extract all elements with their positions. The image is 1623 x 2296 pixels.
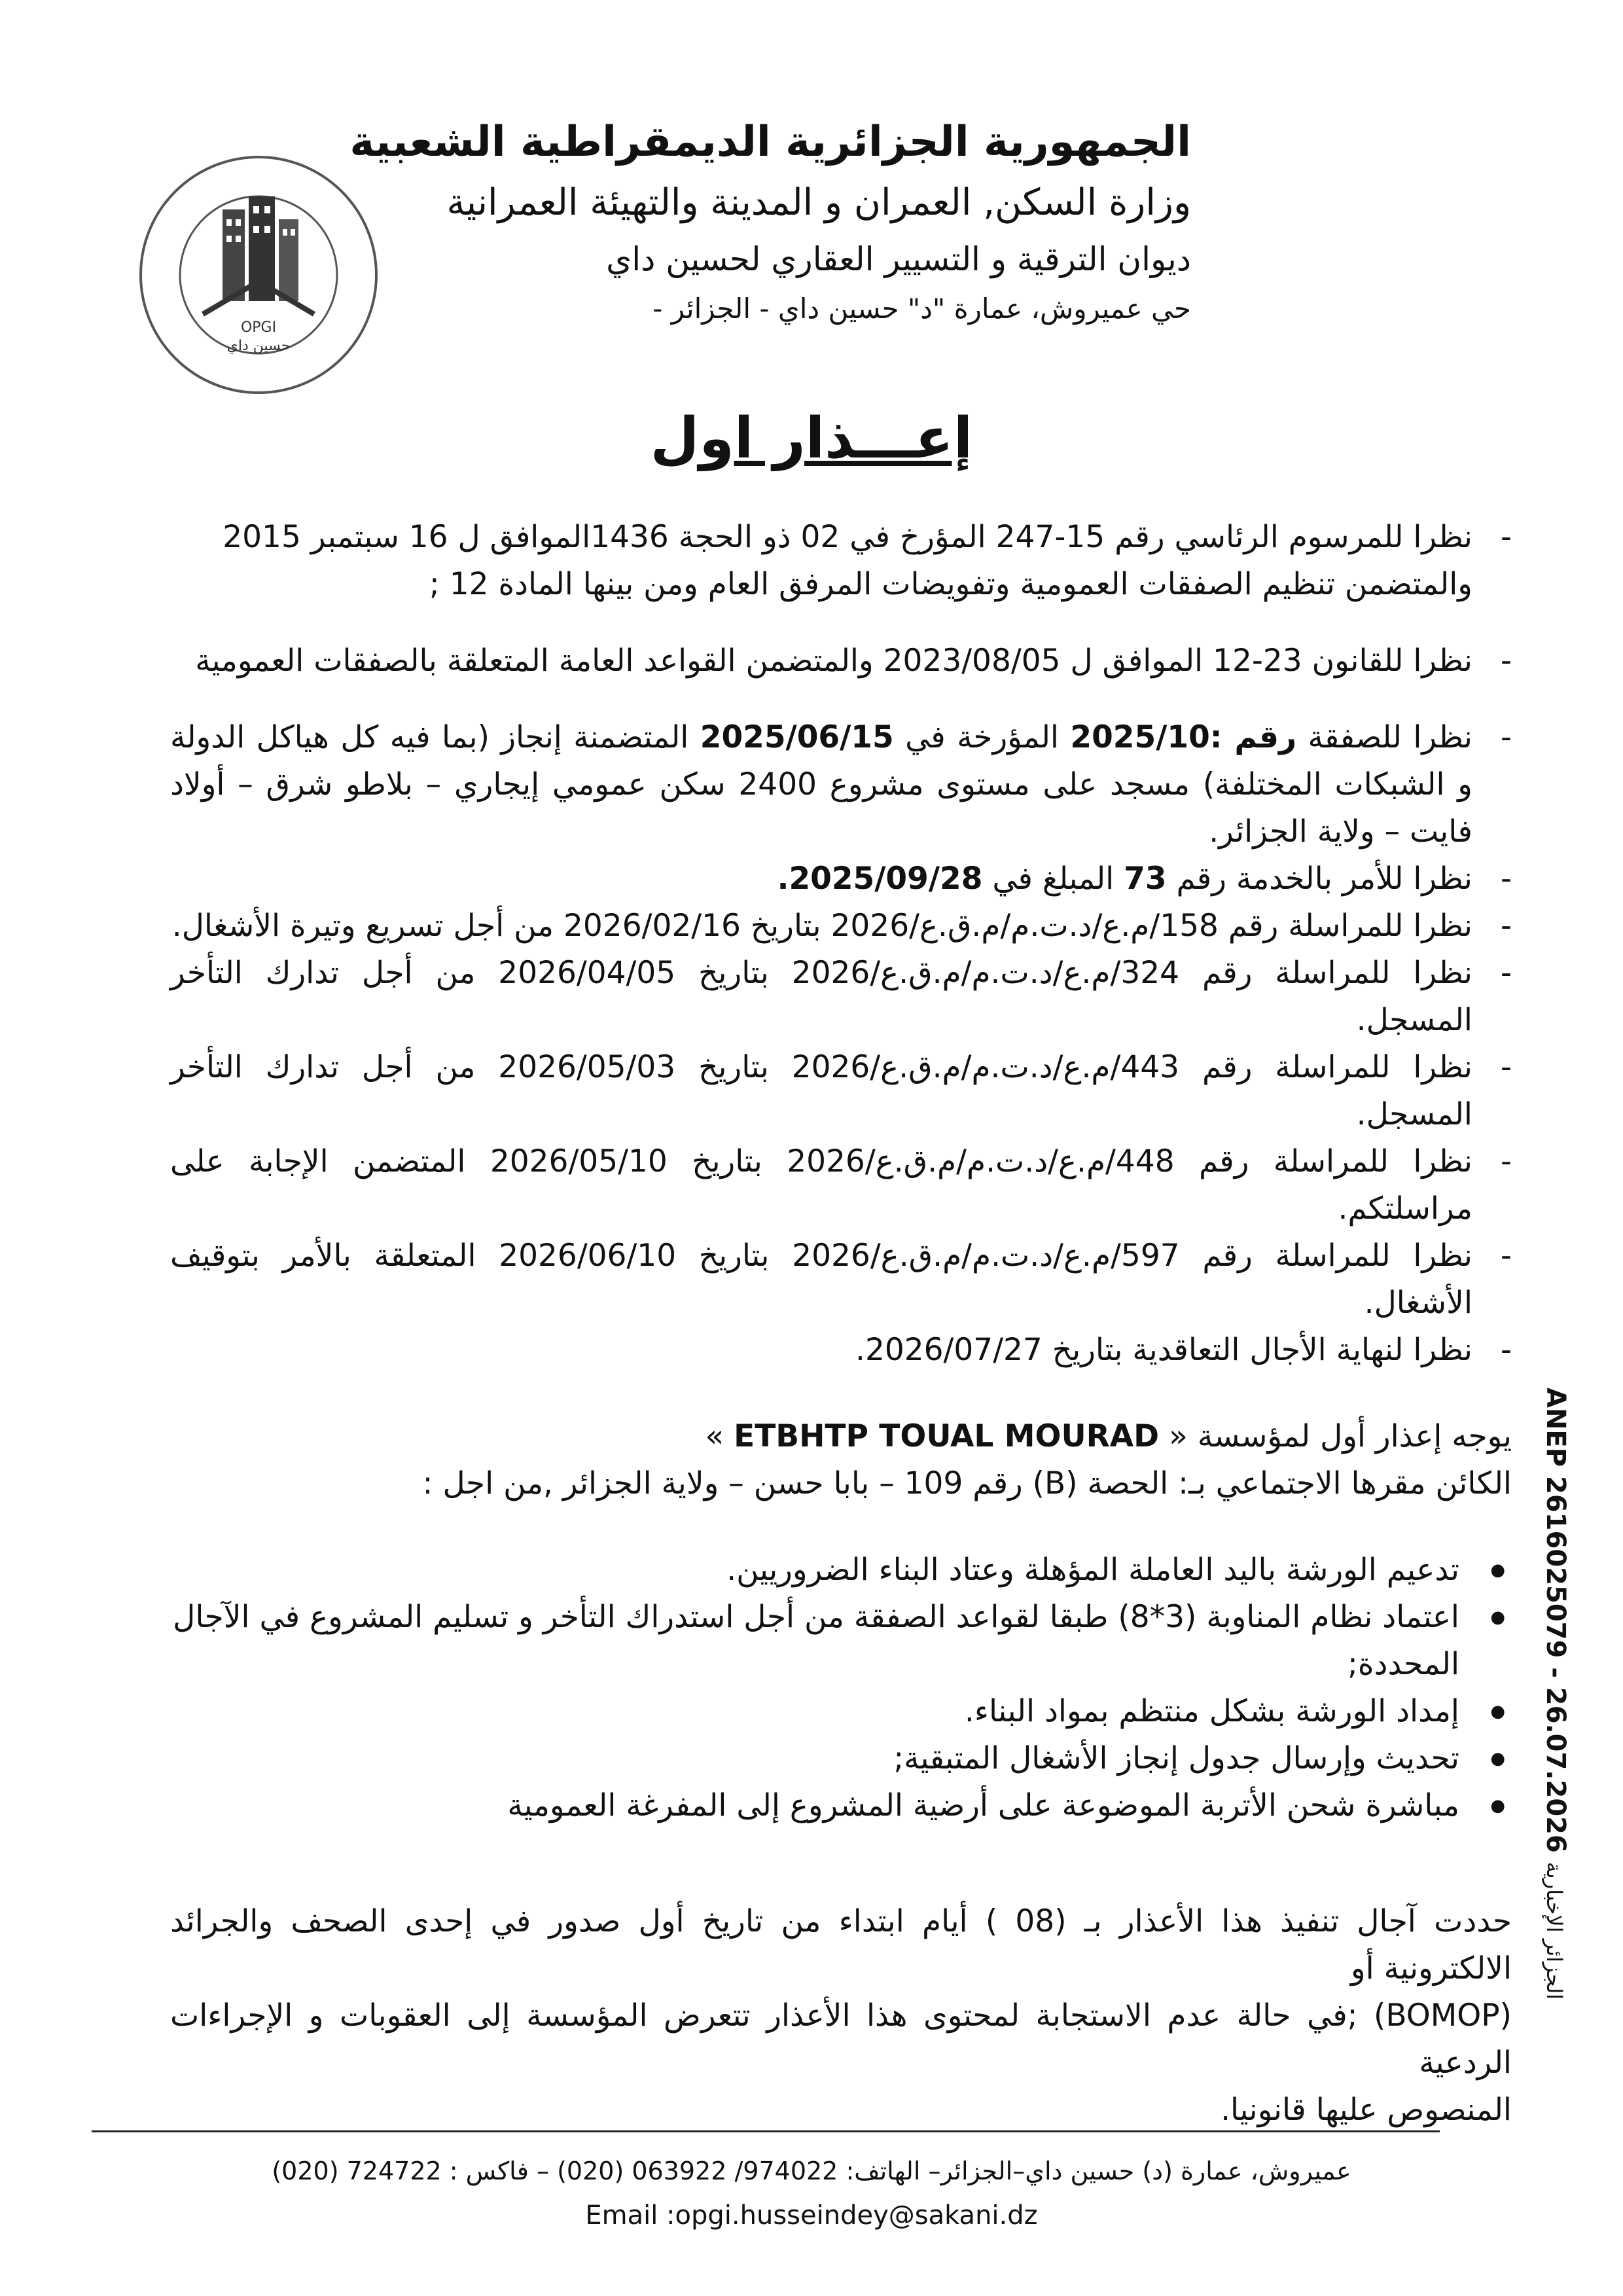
consideration-decree-line2: والمتضمن تنظيم الصفقات العمومية وتفويضات المرفق العام ومن بينها المادة 12 ; [429, 566, 1472, 602]
consideration-service-order [170, 855, 1512, 903]
closing-line1: حددت آجال تنفيذ هذا الأعذار بـ (08 ) أيام ابتداء من تاريخ أول صدور في إحدى الصحف والجرائد الالكترونية أو [170, 1903, 1512, 1986]
requirement-item: ● تحديث وإرسال جدول إنجاز الأشغال المتبقية; [170, 1735, 1512, 1782]
requirement-item: ● تدعيم الورشة باليد العاملة المؤهلة وعتاد البناء الضروريين. [170, 1547, 1512, 1594]
letter-item: - نظرا لنهاية الأجال التعاقدية بتاريخ 2026/07/27. [170, 1327, 1512, 1374]
seal-inner-city: حسين داي [226, 338, 291, 354]
deal-date: 2025/06/15 [700, 719, 894, 755]
consideration-deal [170, 714, 1512, 855]
addressee-line2: الكائن مقرها الاجتماعي بـ: الحصة (B) رقم 109 – بابا حسن – ولاية الجزائر ,من اجل : [422, 1465, 1512, 1501]
requirement-item: ● إمداد الورشة بشكل منتظم بمواد البناء. [170, 1688, 1512, 1735]
addressee-quote-close: » [705, 1418, 724, 1454]
svg-text:وزارة السكن والعمران والمدينة [131, 147, 138, 151]
company-name: ETBHTP TOUAL MOURAD [734, 1418, 1160, 1454]
consideration-law: - نظرا للقانون 23-12 الموافق ل 2023/08/05 والمتضمن القواعد العامة المتعلقة بالصفقات العمومية [170, 637, 1512, 685]
closing-line2: (BOMOP) ;في حالة عدم الاستجابة لمحتوى هذا الأعذار تتعرض المؤسسة إلى العقوبات و الإجراءات الردعية [170, 1998, 1512, 2081]
letter-item: - نظرا للمراسلة رقم 158/م.ع/د.ت.م/م.ق.ع/2026 بتاريخ 2026/02/16 من أجل تسريع وتيرة الأشغال. [170, 903, 1512, 950]
deal-text-3: المتضمنة إنجاز (بما فيه كل هياكل الدولة و الشبكات المختلفة) مسجد على مستوى مشروع 2400 سكن عمومي إيجاري – بلاطو شرق – أولاد فايت – ولاية الجزائر. [170, 719, 1472, 850]
letter-item: - نظرا للمراسلة رقم 448/م.ع/د.ت.م/م.ق.ع/2026 بتاريخ 2026/05/10 المتضمن الإجابة على مراسلتكم. [170, 1138, 1512, 1232]
anep-label: الجزائر الإخبارية [1542, 1861, 1567, 2000]
footer-email: Email :opgi.husseindey@sakani.dz [585, 2200, 1038, 2231]
anep-code: ANEP 2616025079 - 26.07.2026 [1541, 1388, 1571, 1853]
deal-text-1: نظرا للصفقة [1296, 719, 1472, 755]
seal-inner-label: OPGI [240, 319, 277, 336]
republic-name: الجمهورية الجزائرية الديمقراطية الشعبية [349, 118, 1191, 166]
requirement-item: ● اعتماد نظام المناوبة (3*8) طبقا لقواعد الصفقة من أجل استدراك التأخر و تسليم المشروع في الآجال المحددة; [170, 1594, 1512, 1688]
office-address: حي عميروش، عمارة "د" حسين داي - الجزائر - [652, 293, 1191, 325]
letterhead [340, 111, 1191, 332]
requirement-item: ● مباشرة شحن الأتربة الموضوعة على أرضية المشروع إلى المفرغة العمومية [170, 1782, 1512, 1829]
letter-item: - نظرا للمراسلة رقم 443/م.ع/د.ت.م/م.ق.ع/2026 بتاريخ 2026/05/03 من أجل تدارك التأخر المسجل. [170, 1044, 1512, 1138]
anep-side-stamp [1541, 1388, 1571, 2009]
order-number: 73 [1124, 861, 1167, 897]
addressee-intro: يوجه إعذار أول لمؤسسة « [1169, 1418, 1512, 1454]
consideration-decree-line1: نظرا للمرسوم الرئاسي رقم 15-247 المؤرخ في 02 ذو الحجة 1436الموافق ل 16 سبتمبر 2015 [223, 519, 1472, 555]
order-text-2: المبلغ في [982, 861, 1124, 897]
ministry-name: وزارة السكن, العمران و المدينة والتهيئة العمرانية [446, 181, 1191, 224]
order-date: 2025/09/28. [777, 861, 983, 897]
seal-ring-text [131, 147, 138, 151]
deal-text-2: المؤرخة في [893, 719, 1071, 755]
office-name: ديوان الترقية و التسيير العقاري لحسين داي [606, 240, 1191, 278]
order-text-1: نظرا للأمر بالخدمة رقم [1166, 861, 1472, 897]
footer-divider [92, 2130, 1440, 2132]
closing-line3: المنصوص عليها قانونيا. [1221, 2092, 1512, 2128]
notice-body [170, 514, 1512, 2134]
addressee-line1 [170, 1413, 1512, 1460]
letter-item: - نظرا للمراسلة رقم 597/م.ع/د.ت.م/م.ق.ع/2026 بتاريخ 2026/06/10 المتعلقة بالأمر بتوقيف الأشغال. [170, 1232, 1512, 1327]
footer-address: عميروش، عمارة (د) حسين داي–الجزائر– الهاتف: 974022/ 063922 (020) – فاكس : 724722 (020) [272, 2157, 1351, 2185]
deal-number: رقم :2025/10 [1070, 719, 1297, 755]
notice-title: إعـــذار اول [650, 406, 973, 471]
letter-item: - نظرا للمراسلة رقم 324/م.ع/د.ت.م/م.ق.ع/2026 بتاريخ 2026/04/05 من أجل تدارك التأخر المسجل. [170, 950, 1512, 1044]
consideration-decree [170, 514, 1512, 608]
